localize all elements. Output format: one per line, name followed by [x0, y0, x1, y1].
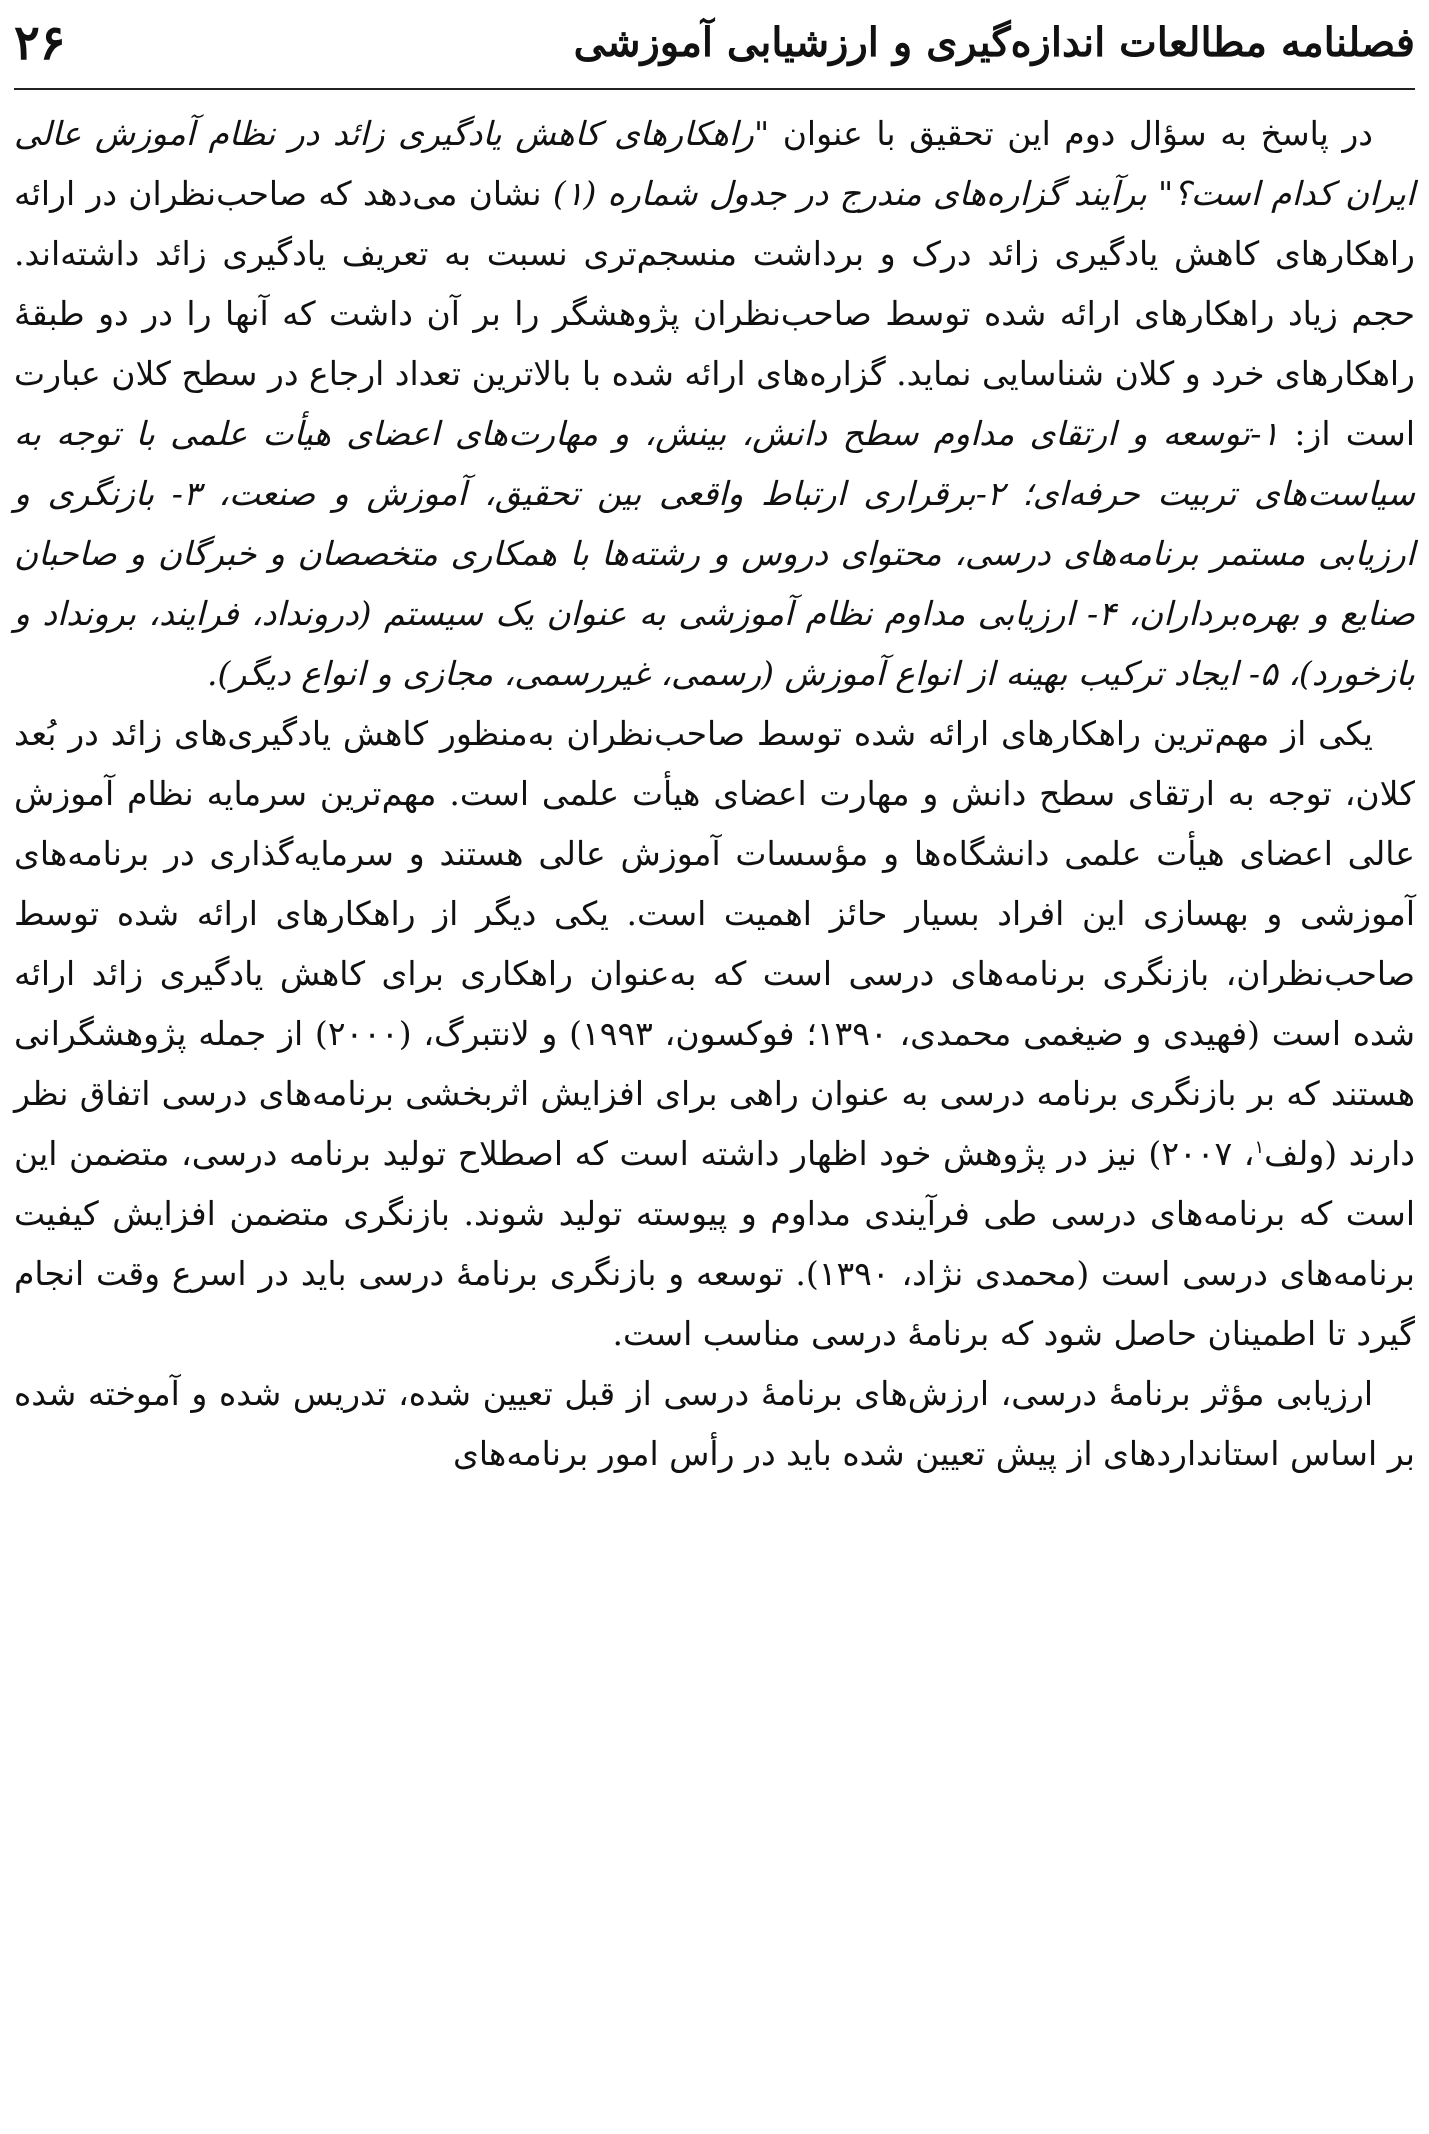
p1-middle: نشان می‌دهد که صاحب‌نظران در ارائه راهکارهای کاهش یادگیری زائد درک و برداشت منسجم‌تری نسبت به تعریف یادگیری زائد داشته‌اند. حجم زیاد راهکارهای ارائه شده توسط صاحب‌نظران پژوهشگر را بر آن داشت که آنها را در دو طبقهٔ راهکارهای خرد و کلان شناسایی نماید. گزاره‌های ارائه شده با بالاترین تعداد ارجاع در سطح کلان عبارت است از:	[14, 174, 1415, 453]
paragraph-1	[14, 104, 1415, 704]
research-question: راهکارهای کاهش یادگیری زائد در نظام آموزش عالی ایران کدام است؟	[14, 114, 1415, 213]
page-header	[14, 8, 1415, 78]
p1-lead: در پاسخ به سؤال دوم این تحقیق با عنوان "	[753, 114, 1373, 153]
p2-before-footnote: یکی از مهم‌ترین راهکارهای ارائه شده توسط صاحب‌نظران به‌منظور کاهش یادگیری‌های زائد در بُعد کلان، توجه به ارتقای سطح دانش و مهارت اعضای هیأت علمی است. مهم‌ترین سرمایه نظام آموزش عالی اعضای هیأت علمی دانشگاه‌ها و مؤسسات آموزش عالی هستند و سرمایه‌گذاری در برنامه‌های آموزشی و بهسازی این افراد بسیار حائز اهمیت است. یکی دیگر از راهکارهای ارائه شده توسط صاحب‌نظران، بازنگری برنامه‌های درسی است که به‌عنوان راهکاری برای کاهش یادگیری زائد ارائه شده است (فهیدی و ضیغمی محمدی، ۱۳۹۰؛ فوکسون، ۱۹۹۳) و لانتبرگ، (۲۰۰۰) از جمله پژوهشگرانی هستند که بر بازنگری برنامه درسی به عنوان راهی برای افزایش اثربخشی برنامه‌های درسی اتفاق نظر دارند (ولف	[14, 714, 1416, 1173]
header-divider	[14, 88, 1415, 90]
page-number: ۲۶	[14, 15, 66, 71]
paragraph-2	[14, 704, 1415, 1364]
journal-title: فصلنامه مطالعات اندازه‌گیری و ارزشیابی آموزشی	[573, 19, 1415, 66]
body-text	[14, 104, 1415, 1484]
p1-quote-close: "	[1146, 174, 1174, 213]
footnote-marker: ۱	[1254, 1137, 1265, 1158]
p2-after-footnote: ، ۲۰۰۷) نیز در پژوهش خود اظهار داشته است که اصطلاح تولید برنامه درسی، متضمن این است که برنامه‌های درسی طی فرآیندی مداوم و پیوسته تولید شوند. بازنگری متضمن افزایش کیفیت برنامه‌های درسی است (محمدی نژاد، ۱۳۹۰). توسعه و بازنگری برنامهٔ درسی باید در اسرع وقت انجام گیرد تا اطمینان حاصل شود که برنامهٔ درسی مناسب است.	[14, 1134, 1415, 1353]
macro-strategies-list: ۱-توسعه و ارتقای مداوم سطح دانش، بینش، و مهارت‌های اعضای هیأت علمی با توجه به سیاست‌های تربیت حرفه‌ای؛ ۲-برقراری ارتباط واقعی بین تحقیق، آموزش و صنعت، ۳- بازنگری و ارزیابی مستمر برنامه‌های درسی، محتوای دروس و رشته‌ها با همکاری متخصصان و خبرگان و صاحبان صنایع و بهره‌برداران، ۴- ارزیابی مداوم نظام آموزشی به عنوان یک سیستم (درونداد، فرایند، برونداد و بازخورد)، ۵- ایجاد ترکیب بهینه از انواع آموزش (رسمی، غیررسمی، مجازی و انواع دیگر).	[14, 414, 1416, 693]
table-reference: برآیند گزاره‌های مندرج در جدول شماره (۱)	[552, 174, 1147, 213]
p3-text: ارزیابی مؤثر برنامهٔ درسی، ارزش‌های برنامهٔ درسی از قبل تعیین شده، تدریس شده و آموخته شده بر اساس استانداردهای از پیش تعیین شده باید در رأس امور برنامه‌های	[14, 1374, 1415, 1473]
paragraph-3	[14, 1364, 1415, 1484]
